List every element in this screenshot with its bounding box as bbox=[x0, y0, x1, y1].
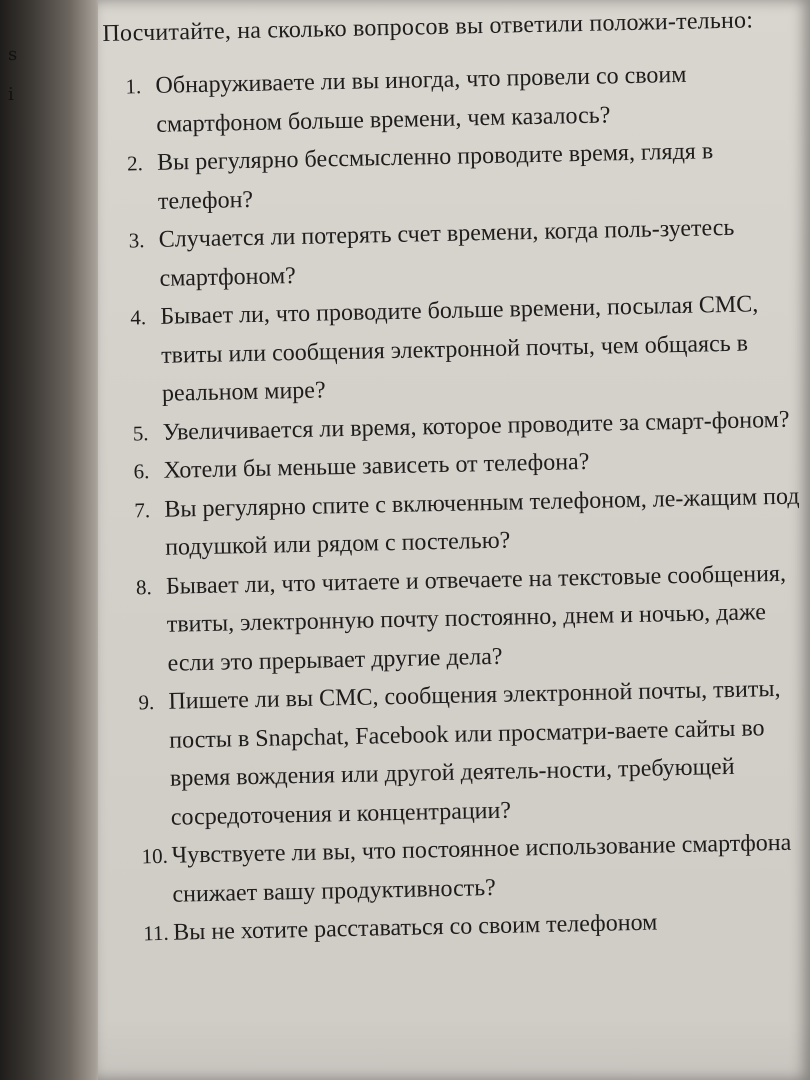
question-text: Хотели бы меньше зависеть от телефона? bbox=[163, 448, 590, 484]
question-text: Вы регулярно бессмысленно проводите время, глядя в телефон? bbox=[156, 138, 714, 215]
question-list bbox=[103, 53, 810, 953]
question-number: 10. bbox=[141, 843, 169, 869]
question-number: 9. bbox=[138, 690, 155, 715]
question-number: 4. bbox=[130, 305, 147, 330]
question-item bbox=[112, 477, 810, 569]
question-number: 3. bbox=[128, 228, 145, 253]
question-text: Бывает ли, что проводите больше времени, посылая СМС, твиты или сообщения электронной почты, чем общаясь в реальном мире? bbox=[160, 291, 759, 407]
question-number: 11. bbox=[143, 920, 169, 946]
left-page-letter: i bbox=[8, 84, 14, 105]
question-text: Вы не хотите расставаться со своим телефоном bbox=[172, 909, 658, 946]
left-page-letter: s bbox=[8, 44, 18, 65]
question-number: 5. bbox=[132, 420, 149, 445]
question-number: 1. bbox=[125, 74, 142, 99]
question-item bbox=[106, 207, 807, 299]
question-text: Обнаруживаете ли вы иногда, что провели со своим смартфоном больше времени, чем казалось? bbox=[155, 61, 687, 138]
page-text bbox=[102, 0, 810, 953]
question-number: 7. bbox=[134, 497, 151, 522]
question-text: Бывает ли, что читаете и отвечаете на текстовые сообщения, твиты, электронную почту постоянно, днем и ночью, даже если это прерывает другие дела? bbox=[165, 560, 787, 677]
question-item bbox=[105, 130, 806, 222]
question-number: 6. bbox=[133, 459, 150, 484]
question-text: Случается ли потерять счет времени, когда поль-зуетесь смартфоном? bbox=[158, 214, 735, 292]
left-page-edge bbox=[0, 0, 100, 1080]
question-item bbox=[103, 53, 804, 145]
question-item bbox=[108, 284, 810, 414]
intro-paragraph: Посчитайте, на сколько вопросов вы ответили положи-тельно: bbox=[102, 7, 754, 47]
book-page bbox=[98, 0, 810, 1080]
question-number: 2. bbox=[126, 151, 144, 176]
question-text: Чувствуете ли вы, что постоянное использование смартфона снижает вашу продуктивность? bbox=[171, 829, 792, 908]
question-item bbox=[114, 554, 810, 684]
question-number: 8. bbox=[135, 574, 153, 599]
question-text: Пишете ли вы СМС, сообщения электронной почты, твиты, посты в Snapchat, Facebook или просматри-ваете сайты во время вождения или другой деятель-ности, требующей сосредоточения и концентрации? bbox=[168, 675, 781, 831]
question-item bbox=[116, 669, 810, 838]
page-shadow bbox=[98, 1020, 810, 1080]
question-text: Вы регулярно спите с включенным телефоном, ле-жащим под подушкой или рядом с постелью? bbox=[164, 483, 800, 561]
question-text: Увеличивается ли время, которое проводите за смарт-фоном? bbox=[162, 406, 790, 446]
question-item bbox=[119, 823, 810, 915]
